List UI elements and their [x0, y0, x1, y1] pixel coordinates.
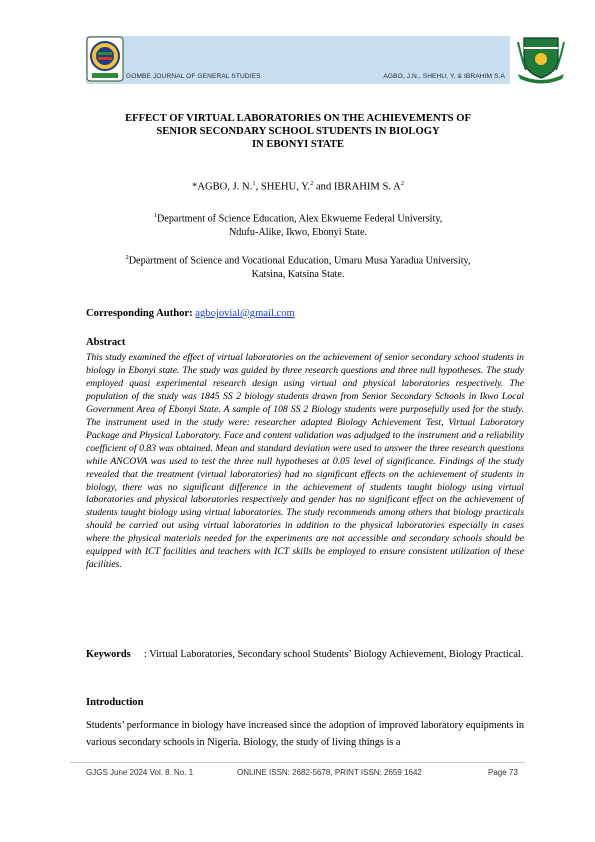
footer-issue: GJGS June 2024 Vol. 8. No. 1 [86, 768, 194, 777]
author-name: *AGBO, J. N. [192, 181, 253, 193]
abstract-heading: Abstract [86, 337, 126, 348]
affiliation-mark: 2 [125, 254, 129, 261]
author-affiliation-mark: 2 [400, 180, 404, 187]
journal-name: GOMBE JOURNAL OF GENERAL STUDIES [126, 73, 261, 80]
author-name: , SHEHU, Y. [255, 181, 311, 193]
title-line: IN EBONYI STATE [251, 139, 345, 150]
keywords [86, 648, 524, 661]
footer-divider [70, 762, 525, 763]
title-line: SENIOR SECONDARY SCHOOL STUDENTS IN BIOLOGY [156, 126, 440, 137]
introduction-text: Students’ performance in biology have increased since the adoption of improved laboratory equipments in various secondary schools in Nigeria. Biology, the study of living things is a [86, 720, 524, 748]
page-number: Page 73 [488, 768, 518, 777]
footer-issn: ONLINE ISSN: 2682-5678, PRINT ISSN: 2659 1642 [237, 768, 422, 777]
abstract-text: This study examined the effect of virtual laboratories on the achievement of senior secondary school students in biology in Ebonyi state. The study was guided by three research questions and three null hypotheses. The study employed quasi experimental research design using virtual and physical laboratories respectively. The population of the study was 1845 SS 2 biology students drawn from Senior Secondary Schools in Ikwo Local Government Area of Ebonyi State. A sample of 108 SS 2 Biology students were purposefully used for the study. The instrument used in the study were: researcher adapted Biology Achievement Test, Virtual Laboratory Package and Physical Laboratory. Face and content validation was adjudged to the instrument and a reliability coefficient of 0.83 was obtained. Mean and standard deviation were used to answer the three research questions while ANCOVA was used to test the three null hypotheses at 0.05 level of significance. Findings of the study revealed that the treatment (virtual laboratories) had no significant effects on the achievement of students in biology, there was no significant difference in the achievement of students taught biology using virtual laboratories and physical laboratories respectively and gender has no significant effect on the achievement of students taught biology using virtual laboratories. The study recommends among others that biology practicals should be carried out using virtual laboratories in addition to the physical laboratories especially in cases where the physical materials needed for the experiments are not accessible and secondary schools should be equipped with ICT facilities and teachers with ICT skills be employed to ensure consistent utilization of these facilities. [86, 352, 524, 571]
affiliation-1 [86, 209, 510, 240]
running-authors: AGBO, J.N., SHEHU, Y. & IBRAHIM S.A [383, 73, 505, 80]
corresponding-email-link[interactable]: agbojovial@gmail.com [195, 308, 295, 319]
author-list [86, 180, 510, 193]
university-coat-of-arms-icon [514, 30, 568, 84]
author-name: and IBRAHIM S. A [313, 181, 401, 193]
affiliation-line: Department of Science and Vocational Education, Umaru Musa Yaradua University, [128, 255, 471, 267]
corresponding-author [86, 308, 295, 319]
paper-title [86, 112, 510, 151]
keywords-label: Keywords [86, 649, 131, 660]
corresponding-author-label: Corresponding Author: [86, 308, 193, 319]
author-affiliation-mark: 1 [252, 180, 256, 187]
introduction-heading: Introduction [86, 697, 144, 708]
keywords-text: : Virtual Laboratories, Secondary school Students’ Biology Achievement, Biology Practical. [144, 649, 524, 660]
affiliation-2 [86, 251, 510, 282]
affiliation-line: Ndufu-Alike, Ikwo, Ebonyi State. [228, 227, 368, 239]
gombe-state-university-crest-icon [86, 36, 124, 82]
affiliation-line: Department of Science Education, Alex Ekwueme Federal University, [156, 213, 443, 225]
affiliation-mark: 1 [153, 212, 157, 219]
title-line: EFFECT OF VIRTUAL LABORATORIES ON THE ACHIEVEMENTS OF [125, 113, 471, 124]
author-affiliation-mark: 2 [310, 180, 314, 187]
affiliation-line: Katsina, Katsina State. [251, 269, 345, 281]
